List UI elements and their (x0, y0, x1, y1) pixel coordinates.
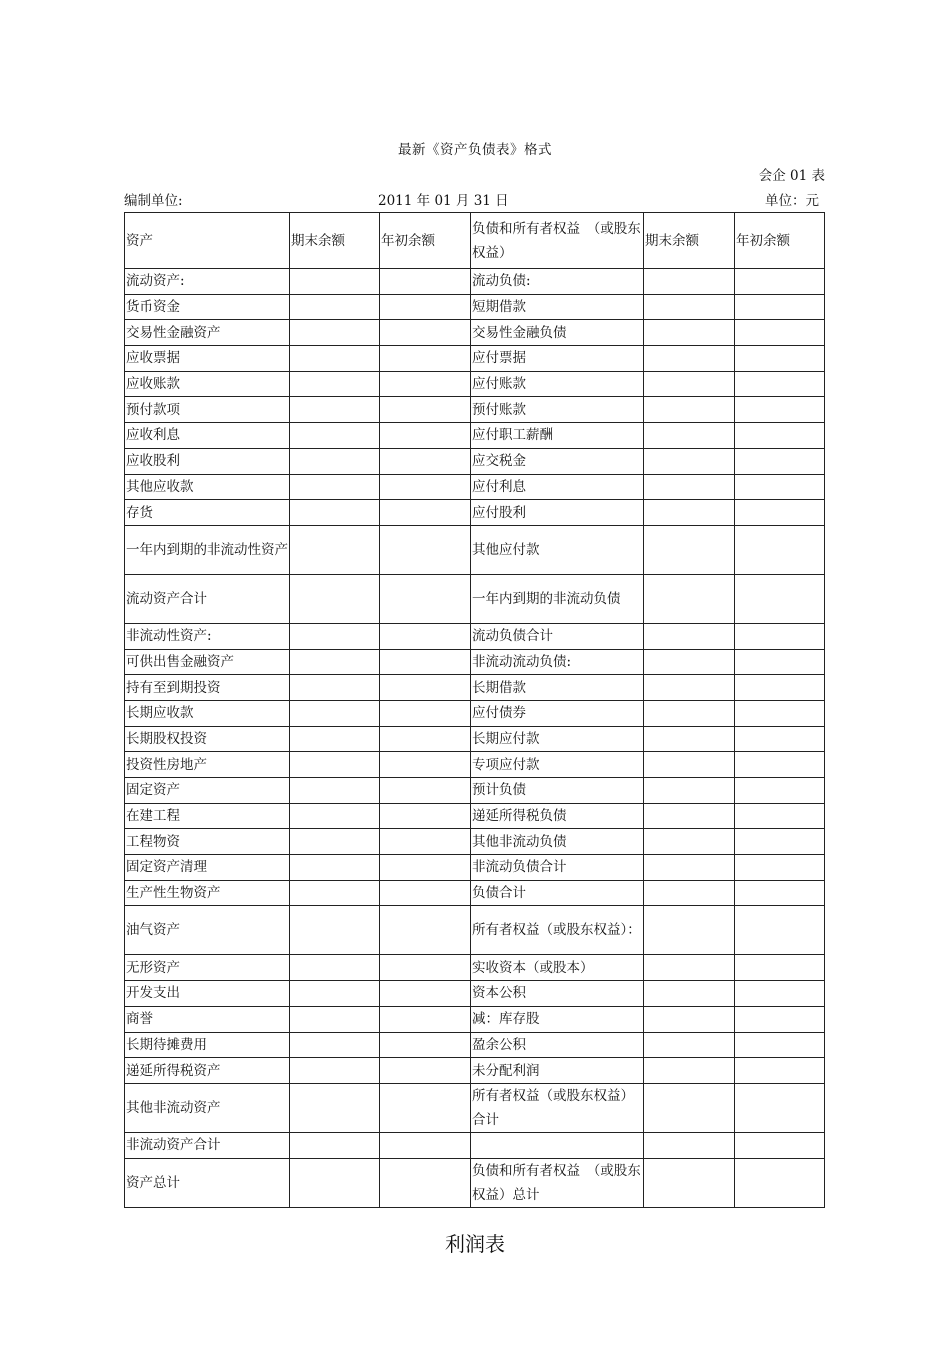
liability-closing-cell[interactable] (644, 397, 735, 423)
asset-label: 非流动性资产: (125, 623, 290, 649)
asset-closing-cell[interactable] (290, 397, 380, 423)
liability-opening-cell[interactable] (735, 955, 825, 981)
asset-closing-cell[interactable] (290, 346, 380, 372)
header-closing-balance: 期末余额 (290, 213, 380, 269)
asset-opening-cell[interactable] (380, 955, 471, 981)
table-row (125, 269, 825, 295)
liability-label: 非流动流动负债: (471, 649, 644, 675)
liability-label: 应付职工薪酬 (471, 423, 644, 449)
liability-label: 应付票据 (471, 346, 644, 372)
liability-label: 负债和所有者权益 （或股东权益）总计 (471, 1158, 644, 1207)
asset-opening-cell[interactable] (380, 829, 471, 855)
liability-closing-cell[interactable] (644, 1032, 735, 1058)
liability-closing-cell[interactable] (644, 955, 735, 981)
asset-opening-cell[interactable] (380, 448, 471, 474)
liability-opening-cell[interactable] (735, 1158, 825, 1207)
asset-closing-cell[interactable] (290, 320, 380, 346)
liability-closing-cell[interactable] (644, 752, 735, 778)
asset-label: 交易性金融资产 (125, 320, 290, 346)
asset-closing-cell[interactable] (290, 1158, 380, 1207)
table-row (125, 1032, 825, 1058)
liability-opening-cell[interactable] (735, 1032, 825, 1058)
liability-opening-cell[interactable] (735, 397, 825, 423)
asset-label: 资产总计 (125, 1158, 290, 1207)
liability-label: 减：库存股 (471, 1006, 644, 1032)
asset-opening-cell[interactable] (380, 525, 471, 574)
liability-opening-cell[interactable] (735, 752, 825, 778)
liability-closing-cell[interactable] (644, 269, 735, 295)
liability-opening-cell[interactable] (735, 474, 825, 500)
liability-opening-cell[interactable] (735, 1083, 825, 1132)
asset-closing-cell[interactable] (290, 700, 380, 726)
table-row (125, 1058, 825, 1084)
liability-label: 短期借款 (471, 294, 644, 320)
asset-label: 可供出售金融资产 (125, 649, 290, 675)
liability-closing-cell[interactable] (644, 880, 735, 906)
asset-opening-cell[interactable] (380, 500, 471, 526)
asset-closing-cell[interactable] (290, 752, 380, 778)
liability-opening-cell[interactable] (735, 525, 825, 574)
liability-label: 负债合计 (471, 880, 644, 906)
liability-label: 其他非流动负债 (471, 829, 644, 855)
report-date: 2011 年 01 月 31 日 (378, 193, 509, 209)
table-row (125, 855, 825, 881)
liability-opening-cell[interactable] (735, 371, 825, 397)
asset-opening-cell[interactable] (380, 726, 471, 752)
asset-label: 递延所得税资产 (125, 1058, 290, 1084)
liability-opening-cell[interactable] (735, 700, 825, 726)
table-row (125, 294, 825, 320)
asset-label: 长期待摊费用 (125, 1032, 290, 1058)
asset-label: 存货 (125, 500, 290, 526)
liability-closing-cell[interactable] (644, 906, 735, 955)
asset-label: 无形资产 (125, 955, 290, 981)
liability-opening-cell[interactable] (735, 981, 825, 1007)
liability-closing-cell[interactable] (644, 981, 735, 1007)
page-title: 最新《资产负债表》格式 (398, 142, 552, 158)
asset-label: 其他应收款 (125, 474, 290, 500)
table-row (125, 1132, 825, 1158)
liability-closing-cell[interactable] (644, 675, 735, 701)
asset-opening-cell[interactable] (380, 346, 471, 372)
liability-label: 预计负债 (471, 778, 644, 804)
asset-label: 固定资产 (125, 778, 290, 804)
liability-label: 流动负债合计 (471, 623, 644, 649)
liability-opening-cell[interactable] (735, 574, 825, 623)
liability-label: 应付利息 (471, 474, 644, 500)
table-row (125, 346, 825, 372)
asset-label: 生产性生物资产 (125, 880, 290, 906)
currency-unit: 单位：元 (765, 193, 819, 209)
asset-label: 工程物资 (125, 829, 290, 855)
liability-label: 应付债券 (471, 700, 644, 726)
asset-opening-cell[interactable] (380, 474, 471, 500)
asset-label: 固定资产清理 (125, 855, 290, 881)
liability-opening-cell[interactable] (735, 623, 825, 649)
liability-closing-cell[interactable] (644, 1006, 735, 1032)
liability-opening-cell[interactable] (735, 448, 825, 474)
asset-closing-cell[interactable] (290, 726, 380, 752)
liability-label: 递延所得税负债 (471, 803, 644, 829)
asset-closing-cell[interactable] (290, 675, 380, 701)
liability-closing-cell[interactable] (644, 371, 735, 397)
liability-opening-cell[interactable] (735, 1058, 825, 1084)
asset-opening-cell[interactable] (380, 371, 471, 397)
asset-label: 货币资金 (125, 294, 290, 320)
asset-closing-cell[interactable] (290, 649, 380, 675)
liability-closing-cell[interactable] (644, 294, 735, 320)
asset-label: 开发支出 (125, 981, 290, 1007)
asset-closing-cell[interactable] (290, 448, 380, 474)
liability-opening-cell[interactable] (735, 269, 825, 295)
asset-opening-cell[interactable] (380, 649, 471, 675)
header-assets: 资产 (125, 213, 290, 269)
liability-label: 盈余公积 (471, 1032, 644, 1058)
asset-opening-cell[interactable] (380, 423, 471, 449)
table-row (125, 752, 825, 778)
table-row (125, 1006, 825, 1032)
asset-opening-cell[interactable] (380, 1132, 471, 1158)
table-row (125, 778, 825, 804)
liability-opening-cell[interactable] (735, 649, 825, 675)
table-row (125, 397, 825, 423)
liability-opening-cell[interactable] (735, 829, 825, 855)
asset-opening-cell[interactable] (380, 855, 471, 881)
liability-label: 资本公积 (471, 981, 644, 1007)
liability-label: 长期借款 (471, 675, 644, 701)
asset-label: 油气资产 (125, 906, 290, 955)
liability-opening-cell[interactable] (735, 294, 825, 320)
asset-closing-cell[interactable] (290, 500, 380, 526)
liability-opening-cell[interactable] (735, 726, 825, 752)
table-row (125, 1158, 825, 1207)
asset-closing-cell[interactable] (290, 880, 380, 906)
asset-opening-cell[interactable] (380, 778, 471, 804)
asset-closing-cell[interactable] (290, 906, 380, 955)
asset-label: 预付款项 (125, 397, 290, 423)
asset-closing-cell[interactable] (290, 955, 380, 981)
liability-closing-cell[interactable] (644, 726, 735, 752)
header-opening-balance: 年初余额 (380, 213, 471, 269)
asset-opening-cell[interactable] (380, 981, 471, 1007)
asset-opening-cell[interactable] (380, 880, 471, 906)
liability-opening-cell[interactable] (735, 778, 825, 804)
liability-opening-cell[interactable] (735, 1006, 825, 1032)
asset-opening-cell[interactable] (380, 320, 471, 346)
liability-closing-cell[interactable] (644, 778, 735, 804)
liability-closing-cell[interactable] (644, 525, 735, 574)
asset-label: 长期应收款 (125, 700, 290, 726)
liability-label: 所有者权益（或股东权益）： (471, 906, 644, 955)
table-row (125, 623, 825, 649)
asset-opening-cell[interactable] (380, 294, 471, 320)
liability-closing-cell[interactable] (644, 829, 735, 855)
table-row (125, 906, 825, 955)
liability-label: 应交税金 (471, 448, 644, 474)
asset-label: 商誉 (125, 1006, 290, 1032)
table-row (125, 525, 825, 574)
liability-label: 所有者权益（或股东权益）合计 (471, 1083, 644, 1132)
liability-opening-cell[interactable] (735, 1132, 825, 1158)
table-row (125, 423, 825, 449)
asset-opening-cell[interactable] (380, 574, 471, 623)
asset-label: 长期股权投资 (125, 726, 290, 752)
table-row (125, 500, 825, 526)
liability-closing-cell[interactable] (644, 574, 735, 623)
table-row (125, 880, 825, 906)
asset-opening-cell[interactable] (380, 1058, 471, 1084)
asset-opening-cell[interactable] (380, 397, 471, 423)
liability-closing-cell[interactable] (644, 500, 735, 526)
asset-closing-cell[interactable] (290, 778, 380, 804)
meta-line (124, 189, 825, 207)
form-code: 会企 01 表 (758, 168, 825, 184)
liability-closing-cell[interactable] (644, 855, 735, 881)
table-row (125, 829, 825, 855)
liability-closing-cell[interactable] (644, 474, 735, 500)
table-row (125, 320, 825, 346)
income-statement-title: 利润表 (445, 1232, 505, 1256)
liability-closing-cell[interactable] (644, 623, 735, 649)
asset-label: 非流动资产合计 (125, 1132, 290, 1158)
table-row (125, 726, 825, 752)
asset-closing-cell[interactable] (290, 371, 380, 397)
liability-closing-cell[interactable] (644, 700, 735, 726)
asset-opening-cell[interactable] (380, 803, 471, 829)
asset-closing-cell[interactable] (290, 855, 380, 881)
liability-closing-cell[interactable] (644, 803, 735, 829)
asset-label: 在建工程 (125, 803, 290, 829)
liability-label: 预付账款 (471, 397, 644, 423)
table-row (125, 675, 825, 701)
table-row (125, 803, 825, 829)
header-liabilities-equity: 负债和所有者权益 （或股东权益） (471, 213, 644, 269)
asset-closing-cell[interactable] (290, 981, 380, 1007)
asset-closing-cell[interactable] (290, 1006, 380, 1032)
liability-label: 交易性金融负债 (471, 320, 644, 346)
table-row (125, 448, 825, 474)
balance-sheet-table (124, 212, 825, 1208)
header-closing-balance: 期末余额 (644, 213, 735, 269)
asset-opening-cell[interactable] (380, 1158, 471, 1207)
liability-opening-cell[interactable] (735, 320, 825, 346)
liability-label (471, 1132, 644, 1158)
asset-closing-cell[interactable] (290, 623, 380, 649)
asset-closing-cell[interactable] (290, 1058, 380, 1084)
asset-opening-cell[interactable] (380, 269, 471, 295)
liability-closing-cell[interactable] (644, 649, 735, 675)
asset-opening-cell[interactable] (380, 1083, 471, 1132)
liability-opening-cell[interactable] (735, 855, 825, 881)
table-row (125, 1083, 825, 1132)
liability-label: 长期应付款 (471, 726, 644, 752)
liability-label: 其他应付款 (471, 525, 644, 574)
liability-closing-cell[interactable] (644, 1083, 735, 1132)
asset-closing-cell[interactable] (290, 803, 380, 829)
asset-opening-cell[interactable] (380, 700, 471, 726)
liability-label: 实收资本（或股本） (471, 955, 644, 981)
asset-closing-cell[interactable] (290, 829, 380, 855)
asset-opening-cell[interactable] (380, 623, 471, 649)
liability-label: 应付账款 (471, 371, 644, 397)
liability-closing-cell[interactable] (644, 346, 735, 372)
liability-closing-cell[interactable] (644, 448, 735, 474)
asset-label: 一年内到期的非流动性资产 (125, 525, 290, 574)
asset-opening-cell[interactable] (380, 1006, 471, 1032)
asset-label: 投资性房地产 (125, 752, 290, 778)
liability-closing-cell[interactable] (644, 423, 735, 449)
unit-label: 编制单位: (124, 193, 183, 209)
liability-opening-cell[interactable] (735, 803, 825, 829)
liability-opening-cell[interactable] (735, 500, 825, 526)
asset-closing-cell[interactable] (290, 1083, 380, 1132)
liability-label: 一年内到期的非流动负债 (471, 574, 644, 623)
liability-closing-cell[interactable] (644, 1158, 735, 1207)
asset-closing-cell[interactable] (290, 423, 380, 449)
asset-opening-cell[interactable] (380, 906, 471, 955)
liability-closing-cell[interactable] (644, 1132, 735, 1158)
asset-label: 应收票据 (125, 346, 290, 372)
asset-closing-cell[interactable] (290, 525, 380, 574)
asset-label: 应收股利 (125, 448, 290, 474)
asset-closing-cell[interactable] (290, 474, 380, 500)
asset-closing-cell[interactable] (290, 574, 380, 623)
liability-opening-cell[interactable] (735, 346, 825, 372)
table-row (125, 700, 825, 726)
table-header-row (125, 213, 825, 269)
asset-label: 应收账款 (125, 371, 290, 397)
liability-opening-cell[interactable] (735, 423, 825, 449)
asset-opening-cell[interactable] (380, 752, 471, 778)
asset-closing-cell[interactable] (290, 1032, 380, 1058)
header-opening-balance: 年初余额 (735, 213, 825, 269)
liability-closing-cell[interactable] (644, 320, 735, 346)
liability-label: 流动负债: (471, 269, 644, 295)
liability-label: 应付股利 (471, 500, 644, 526)
asset-label: 流动资产: (125, 269, 290, 295)
table-row (125, 955, 825, 981)
liability-opening-cell[interactable] (735, 675, 825, 701)
asset-closing-cell[interactable] (290, 1132, 380, 1158)
liability-label: 专项应付款 (471, 752, 644, 778)
asset-label: 持有至到期投资 (125, 675, 290, 701)
table-row (125, 474, 825, 500)
liability-closing-cell[interactable] (644, 1058, 735, 1084)
liability-label: 未分配利润 (471, 1058, 644, 1084)
asset-label: 应收利息 (125, 423, 290, 449)
table-row (125, 574, 825, 623)
asset-opening-cell[interactable] (380, 675, 471, 701)
table-row (125, 649, 825, 675)
table-row (125, 371, 825, 397)
liability-opening-cell[interactable] (735, 906, 825, 955)
liability-opening-cell[interactable] (735, 880, 825, 906)
asset-closing-cell[interactable] (290, 294, 380, 320)
asset-label: 流动资产合计 (125, 574, 290, 623)
liability-label: 非流动负债合计 (471, 855, 644, 881)
asset-opening-cell[interactable] (380, 1032, 471, 1058)
table-row (125, 981, 825, 1007)
asset-closing-cell[interactable] (290, 269, 380, 295)
asset-label: 其他非流动资产 (125, 1083, 290, 1132)
